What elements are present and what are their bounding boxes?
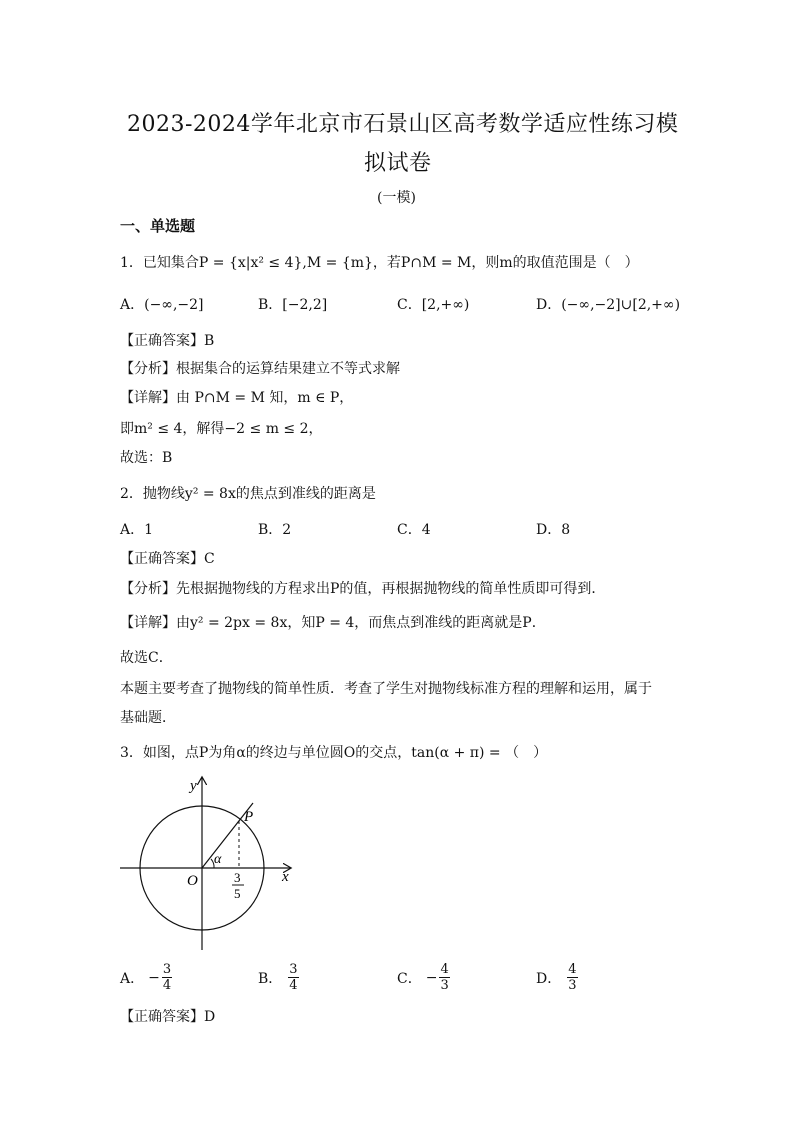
question-1-answer: 【正确答案】B [120,333,215,349]
option-c-label: C． [397,970,422,987]
foot-fraction-numerator: 3 [234,870,241,885]
question-1-option-d: D．(−∞,−2]∪[2,+∞) [536,297,681,313]
y-axis-label: y [190,778,197,794]
question-3-option-b [258,962,299,993]
question-1-option-a: A．(−∞,−2] [120,297,204,313]
question-2-stem: 2．抛物线y² = 8x的焦点到准线的距离是 [120,486,376,502]
option-d-denominator: 3 [568,978,577,993]
point-p-label: P [244,809,254,825]
question-2-option-a: A．1 [120,522,154,538]
question-2-analysis: 【分析】先根据抛物线的方程求出P的值，再根据抛物线的简单性质即可得到． [120,581,606,597]
question-3-option-a [120,962,172,993]
option-a-sign: − [148,969,160,986]
question-1-detail: 【详解】由 P∩M = M 知，m ∈ P， [120,390,354,406]
question-1-analysis: 【分析】根据集合的运算结果建立不等式求解 [120,361,400,377]
page-title-line-1: 2023-2024学年北京市石景山区高考数学适应性练习模 [127,112,679,137]
option-a-label: A． [120,970,145,987]
question-1-option-c: C．[2,+∞) [397,297,470,313]
option-c-numerator: 4 [440,962,449,977]
unit-circle-figure [110,768,310,958]
option-a-denominator: 4 [162,978,172,993]
question-2-option-b: B．2 [258,522,292,538]
question-3-option-c [397,962,450,993]
origin-label: O [187,873,198,889]
option-b-fraction [288,962,298,993]
option-a-numerator: 3 [162,962,172,977]
question-1-choice: 故选：B [120,450,173,466]
section-heading: 一、单选题 [120,217,196,235]
page-title-line-2: 拟试卷 [364,151,432,176]
option-d-numerator: 4 [568,962,577,977]
question-2-option-c: C．4 [397,522,431,538]
option-b-label: B． [258,970,283,987]
question-2-note-line-1: 本题主要考查了抛物线的简单性质．考查了学生对抛物线标准方程的理解和运用，属于 [120,681,652,697]
question-2-answer: 【正确答案】C [120,551,215,567]
question-2-note-line-2: 基础题． [120,710,176,726]
option-c-denominator: 3 [440,978,449,993]
question-1-option-b: B．[−2,2] [258,297,328,313]
option-b-numerator: 3 [289,962,298,977]
option-a-fraction [162,962,172,993]
question-1-step: 即m² ≤ 4，解得−2 ≤ m ≤ 2， [120,421,323,437]
option-d-fraction [567,962,577,993]
question-2-option-d: D．8 [536,522,571,538]
question-2-choice: 故选C． [120,650,173,666]
foot-fraction-denominator: 5 [234,886,241,901]
option-d-label: D． [536,970,562,987]
page-subtitle: (一模) [377,190,416,206]
question-1-stem: 1．已知集合P = {x|x² ≤ 4},M = {m}，若P∩M = M，则m的取值范围是（ ） [120,255,639,271]
option-c-sign: − [425,969,438,986]
question-2-detail: 【详解】由y² = 2px = 8x，知P = 4，而焦点到准线的距离就是P． [120,615,546,631]
question-3-answer: 【正确答案】D [120,1009,216,1025]
question-3-option-d [536,962,578,993]
option-c-fraction [439,962,449,993]
question-3-stem: 3．如图，点P为角α的终边与单位圆O的交点，tan(α + π) = （ ） [120,745,548,761]
angle-alpha-label: α [214,852,222,867]
x-axis-label: x [282,869,289,885]
option-b-denominator: 4 [289,978,298,993]
